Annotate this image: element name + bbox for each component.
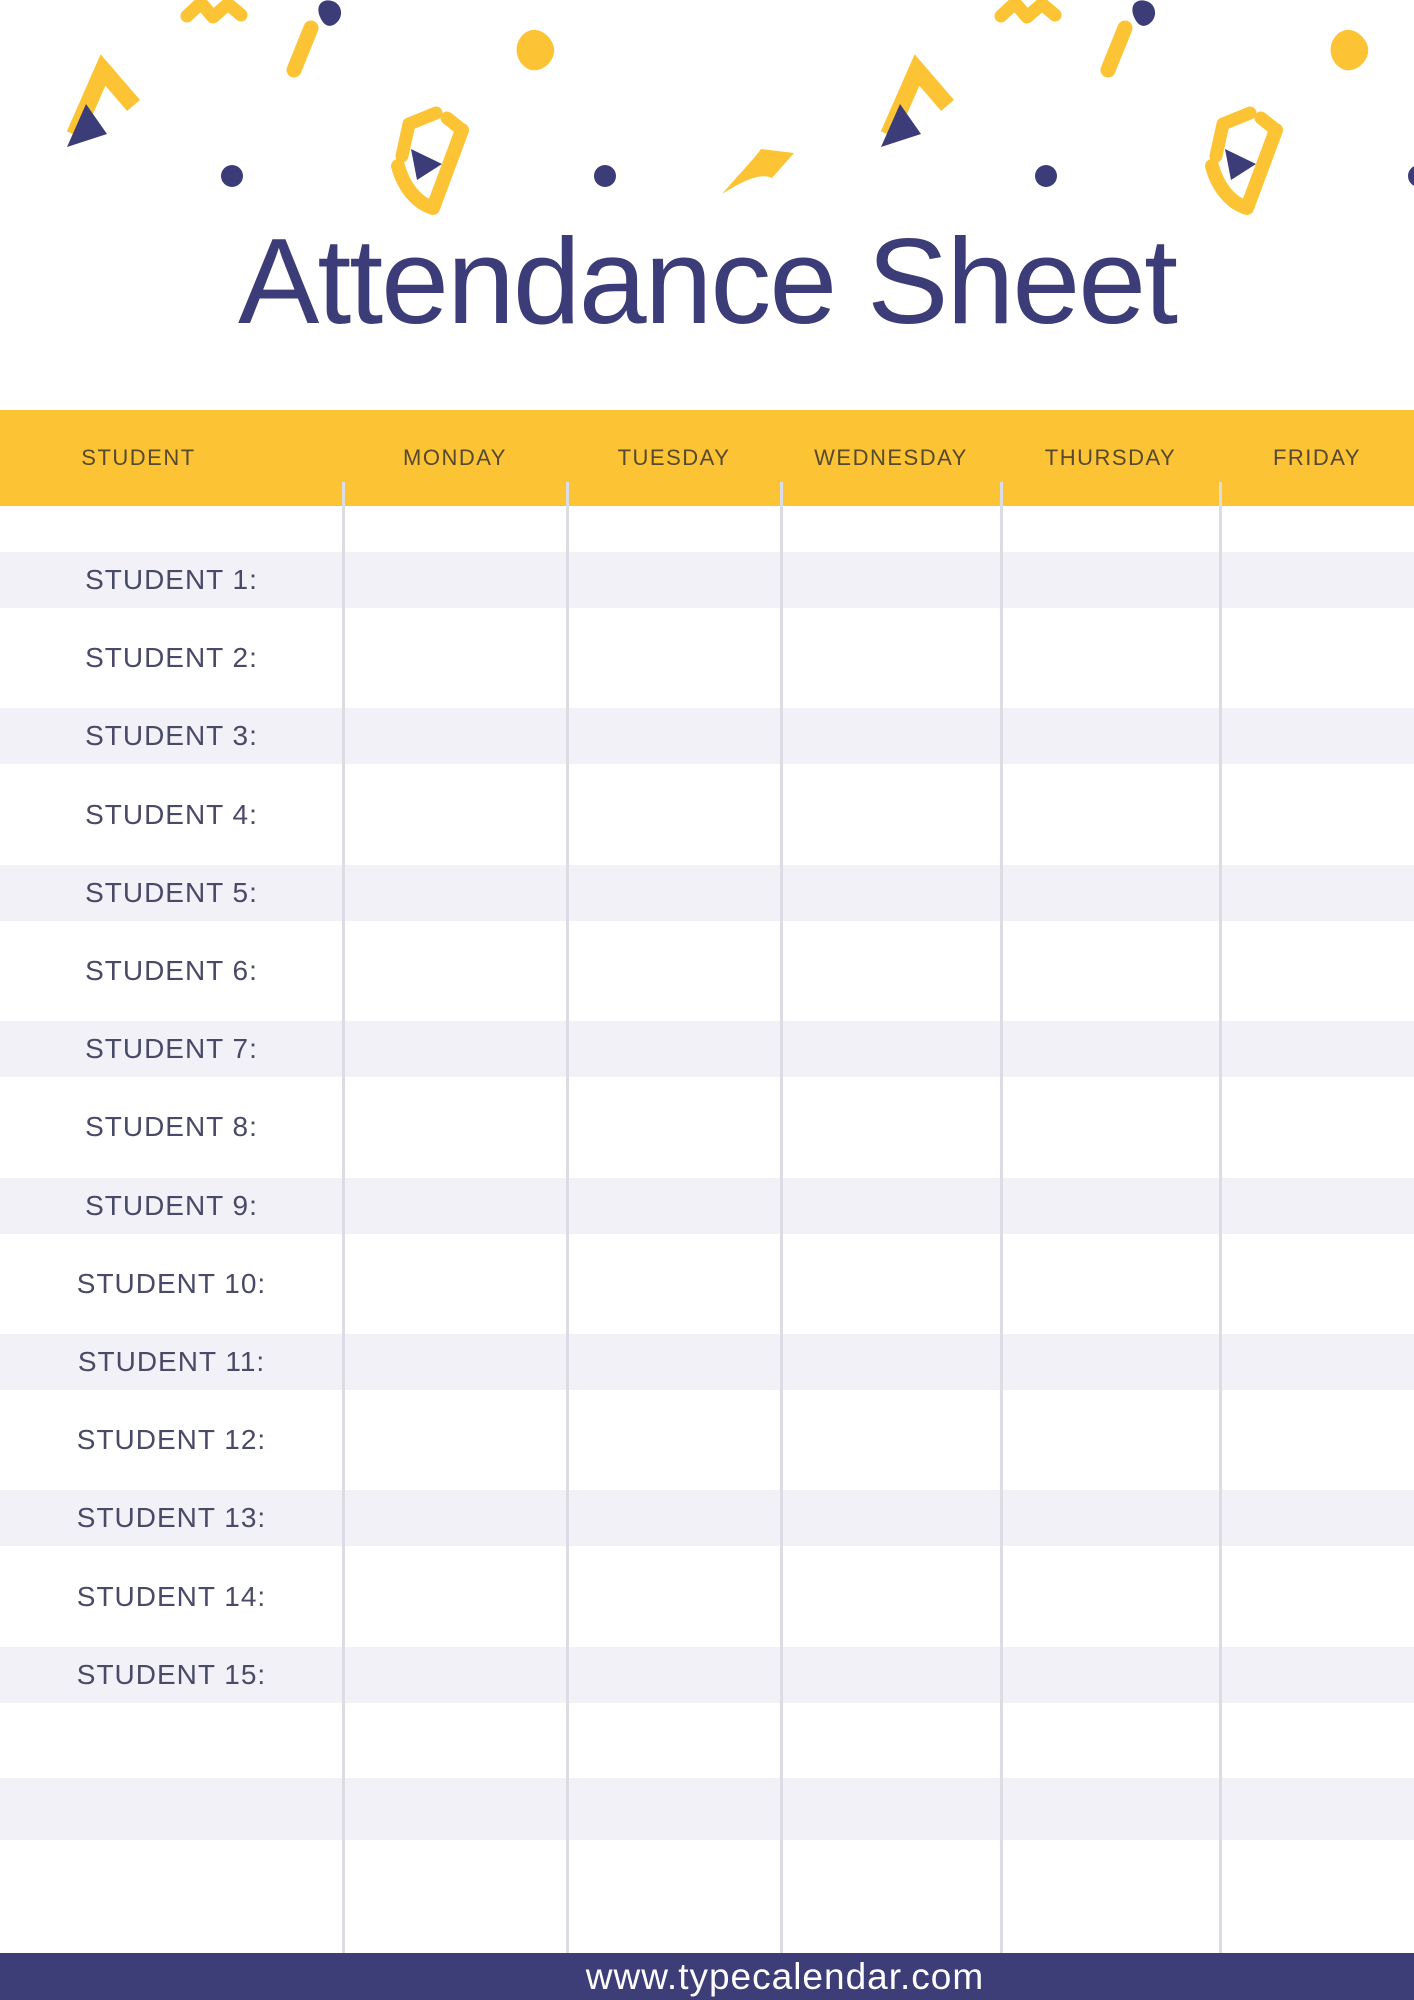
page-title: Attendance Sheet [238, 213, 1176, 349]
table-row [0, 865, 1414, 921]
table-row [0, 1334, 1414, 1390]
table-row [0, 1234, 1414, 1334]
table-row [0, 1647, 1414, 1703]
student-row-label: STUDENT 15: [76, 1658, 267, 1690]
student-row-label: STUDENT 2: [85, 642, 258, 674]
table-row-empty [0, 1778, 1414, 1840]
row-tail-gap [0, 1703, 1414, 1778]
student-row-label: STUDENT 12: [76, 1424, 267, 1456]
table-row [0, 1178, 1414, 1234]
column-divider [566, 482, 569, 1953]
student-row-label: STUDENT 1: [85, 564, 258, 595]
table-row [0, 1546, 1414, 1646]
day-header-cells [343, 410, 1414, 506]
header-cell-student: STUDENT [81, 445, 196, 470]
column-divider [342, 482, 345, 1953]
table-row [0, 552, 1414, 608]
table-row [0, 1490, 1414, 1546]
footer-url: www.typecalendar.com [585, 1955, 985, 1997]
confetti-decoration [0, 0, 1414, 230]
table-row [0, 608, 1414, 708]
student-row-label: STUDENT 8: [85, 1111, 258, 1143]
table-row [0, 708, 1414, 764]
student-row-label: STUDENT 5: [85, 876, 258, 908]
row-spacer [0, 506, 1414, 552]
student-row-label: STUDENT 7: [85, 1033, 258, 1065]
rows [0, 506, 1414, 1840]
student-row-label: STUDENT 9: [85, 1189, 258, 1221]
table-row [0, 764, 1414, 864]
student-row-label: STUDENT 11: [77, 1345, 266, 1377]
header-cell-friday: FRIDAY [1272, 445, 1362, 470]
header-cell-wednesday: WEDNESDAY [814, 445, 968, 470]
footer-bar [0, 1953, 1414, 2000]
table-row [0, 1390, 1414, 1490]
student-row-label: STUDENT 13: [76, 1502, 267, 1534]
table-row [0, 1021, 1414, 1077]
column-divider [1219, 482, 1222, 1953]
header-cell-monday: MONDAY [403, 445, 507, 470]
student-row-label: STUDENT 4: [85, 798, 258, 830]
table-header-row [0, 410, 1414, 506]
header-cell-tuesday: TUESDAY [617, 445, 731, 470]
table-row [0, 921, 1414, 1021]
column-divider [1000, 482, 1003, 1953]
column-divider [780, 482, 783, 1953]
student-row-label: STUDENT 3: [85, 720, 258, 752]
header-cell-thursday: THURSDAY [1044, 445, 1177, 470]
student-row-label: STUDENT 14: [76, 1580, 267, 1612]
student-row-label: STUDENT 10: [76, 1267, 267, 1299]
student-row-label: STUDENT 6: [85, 954, 258, 986]
table-row [0, 1077, 1414, 1177]
